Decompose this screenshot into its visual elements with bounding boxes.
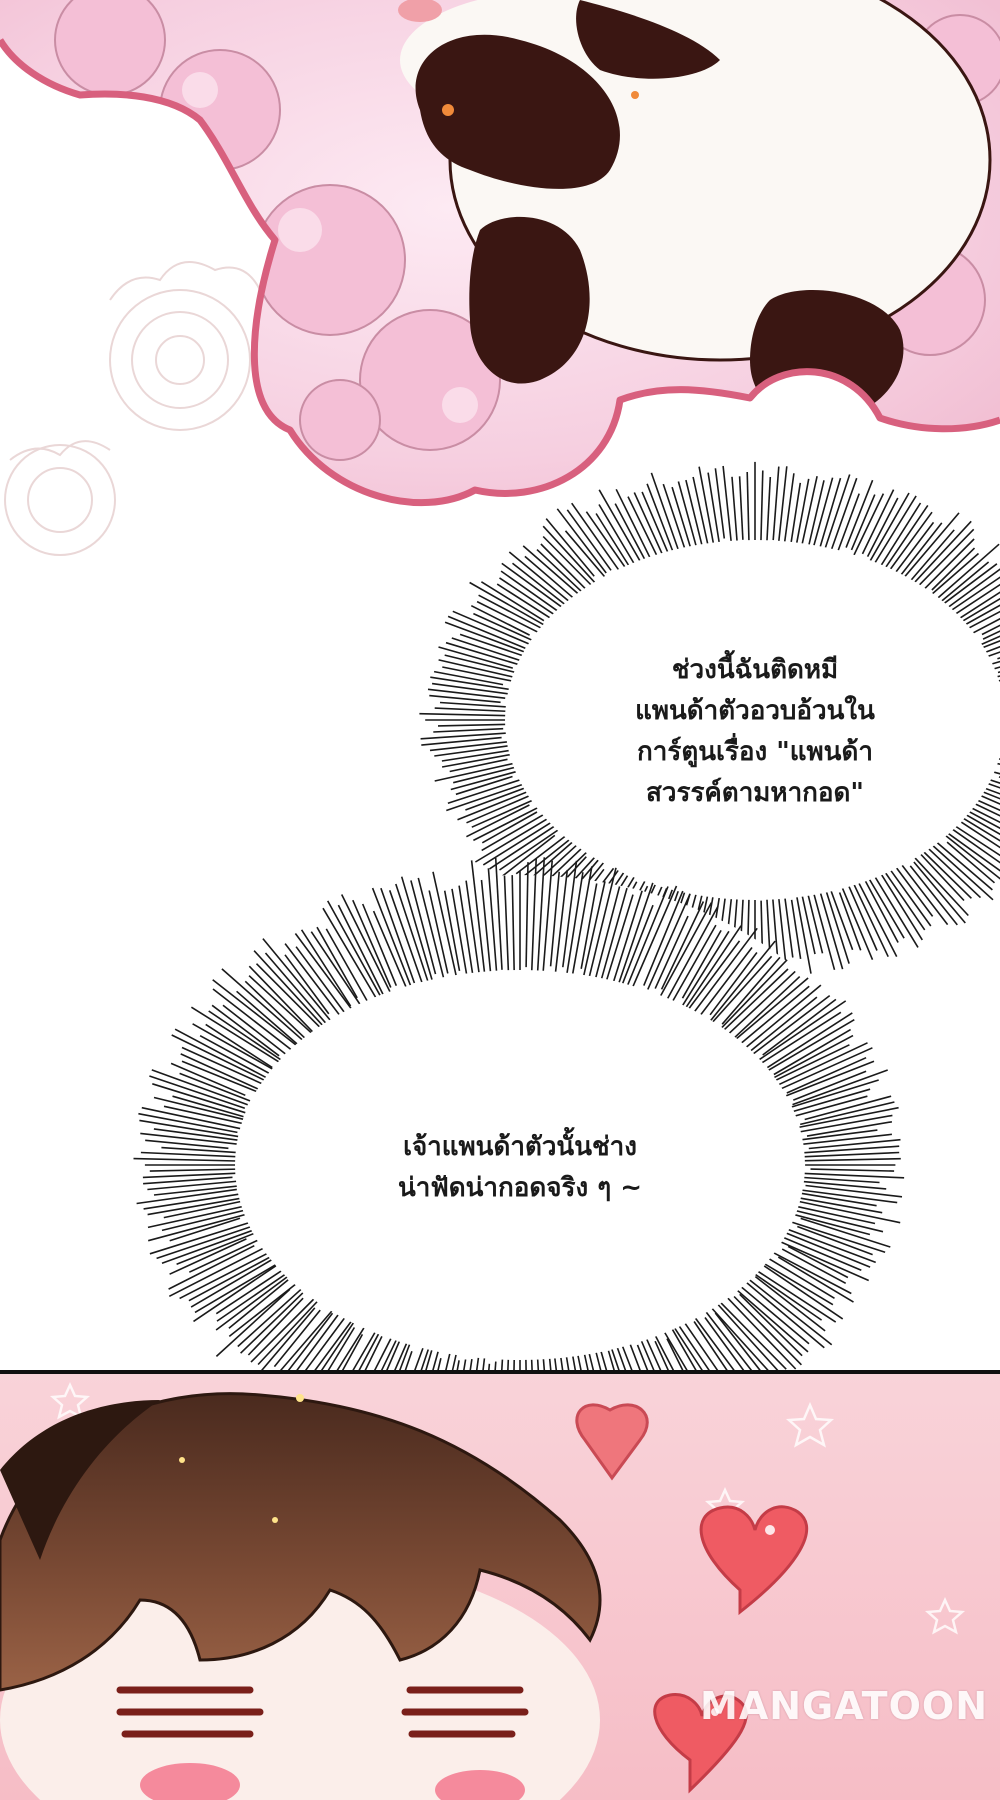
girl-panel xyxy=(0,1374,1000,1800)
lace-decoration xyxy=(5,262,260,555)
speech-bubble-2-line-2: น่าฟัดน่ากอดจริง ๆ ~ xyxy=(397,1173,643,1203)
speech-bubble-2-text xyxy=(345,1127,695,1209)
speech-bubble-1-text xyxy=(595,650,915,814)
speech-bubble-1-line-1: ช่วงนี้ฉันติดหมี xyxy=(671,655,839,685)
speech-bubble-2-line-1: เจ้าแพนด้าตัวนั้นช่าง xyxy=(403,1132,637,1162)
speech-bubble-1-line-2: แพนด้าตัวอวบอ้วนใน xyxy=(635,696,875,726)
panda-panel xyxy=(0,0,1000,520)
speech-bubble-1-line-3: การ์ตูนเรื่อง "แพนด้า xyxy=(637,737,873,767)
speech-bubble-1-line-4: สวรรค์ตามหากอด" xyxy=(646,778,864,808)
panda-illustration xyxy=(398,0,990,420)
mangatoon-watermark: MANGATOON xyxy=(700,1684,989,1728)
